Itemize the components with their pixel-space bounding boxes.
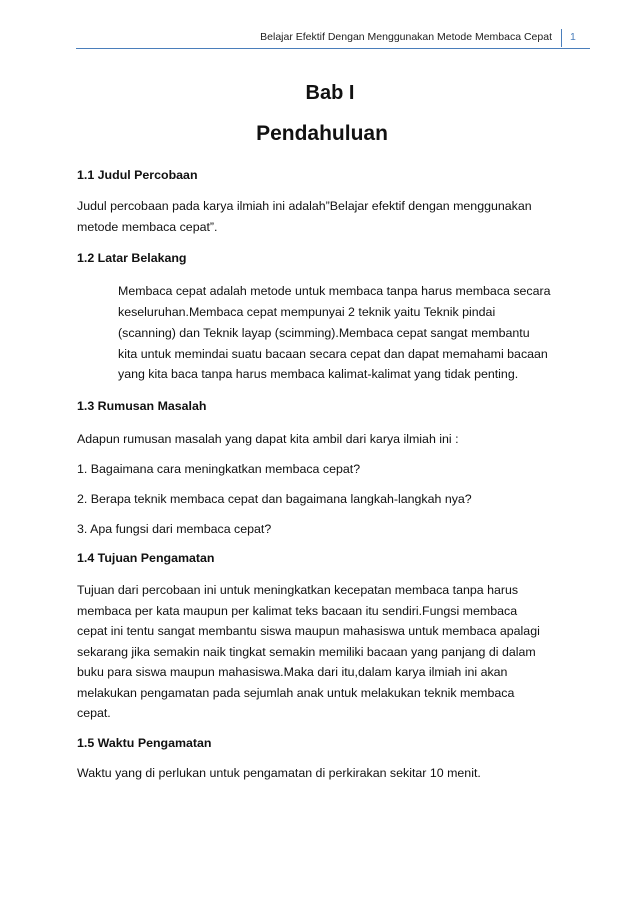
paragraph-line: melakukan pengamatan pada sejumlah anak untuk melakukan teknik membaca [77,686,515,700]
list-item: 1. Bagaimana cara meningkatkan membaca cepat? [77,462,361,476]
section-heading-1-3: 1.3 Rumusan Masalah [77,399,207,413]
paragraph-line: Membaca cepat adalah metode untuk membaca tanpa harus membaca secara [118,284,551,298]
chapter-number: Bab I [305,82,355,104]
section-heading-1-5: 1.5 Waktu Pengamatan [77,736,212,750]
header-title: Belajar Efektif Dengan Menggunakan Metode Membaca Cepat [260,31,552,43]
paragraph-line: Judul percobaan pada karya ilmiah ini adalah”Belajar efektif dengan menggunakan [77,199,532,213]
list-item: 2. Berapa teknik membaca cepat dan bagaimana langkah-langkah nya? [77,492,472,506]
section-heading-1-1: 1.1 Judul Percobaan [77,168,198,182]
paragraph-line: metode membaca cepat”. [77,220,218,234]
paragraph-line: Waktu yang di perlukan untuk pengamatan di perkirakan sekitar 10 menit. [77,766,481,780]
page-header [0,27,638,49]
header-rule [76,48,590,49]
paragraph-line: Adapun rumusan masalah yang dapat kita ambil dari karya ilmiah ini : [77,432,459,446]
paragraph-line: (scanning) dan Teknik layap (scimming).Membaca cepat sangat membantu [118,326,530,340]
chapter-title: Pendahuluan [256,122,388,145]
paragraph-line: cepat ini tentu sangat membantu siswa maupun mahasiswa untuk membaca apalagi [77,624,540,638]
paragraph-line: membaca per kata maupun per kalimat teks bacaan itu sendiri.Fungsi membaca [77,604,518,618]
paragraph-line: Tujuan dari percobaan ini untuk meningkatkan kecepatan membaca tanpa harus [77,583,519,597]
section-heading-1-4: 1.4 Tujuan Pengamatan [77,551,215,565]
section-heading-1-2: 1.2 Latar Belakang [77,251,187,265]
paragraph-line: keseluruhan.Membaca cepat mempunyai 2 teknik yaitu Teknik pindai [118,305,496,319]
page-number-box [561,29,587,47]
list-item: 3. Apa fungsi dari membaca cepat? [77,522,272,536]
paragraph-line: buku para siswa maupun mahasiswa.Maka dari itu,dalam karya ilmiah ini akan [77,665,508,679]
paragraph-line: sekarang jika semakin naik tingkat semakin memiliki bacaan yang panjang di dalam [77,645,536,659]
paragraph-line: cepat. [77,706,111,720]
paragraph-line: kita untuk memindai suatu bacaan secara cepat dan dapat memahami bacaan [118,347,548,361]
page-number: 1 [570,31,576,43]
paragraph-line: yang kita baca tanpa harus membaca kalimat-kalimat yang tidak penting. [118,367,519,381]
